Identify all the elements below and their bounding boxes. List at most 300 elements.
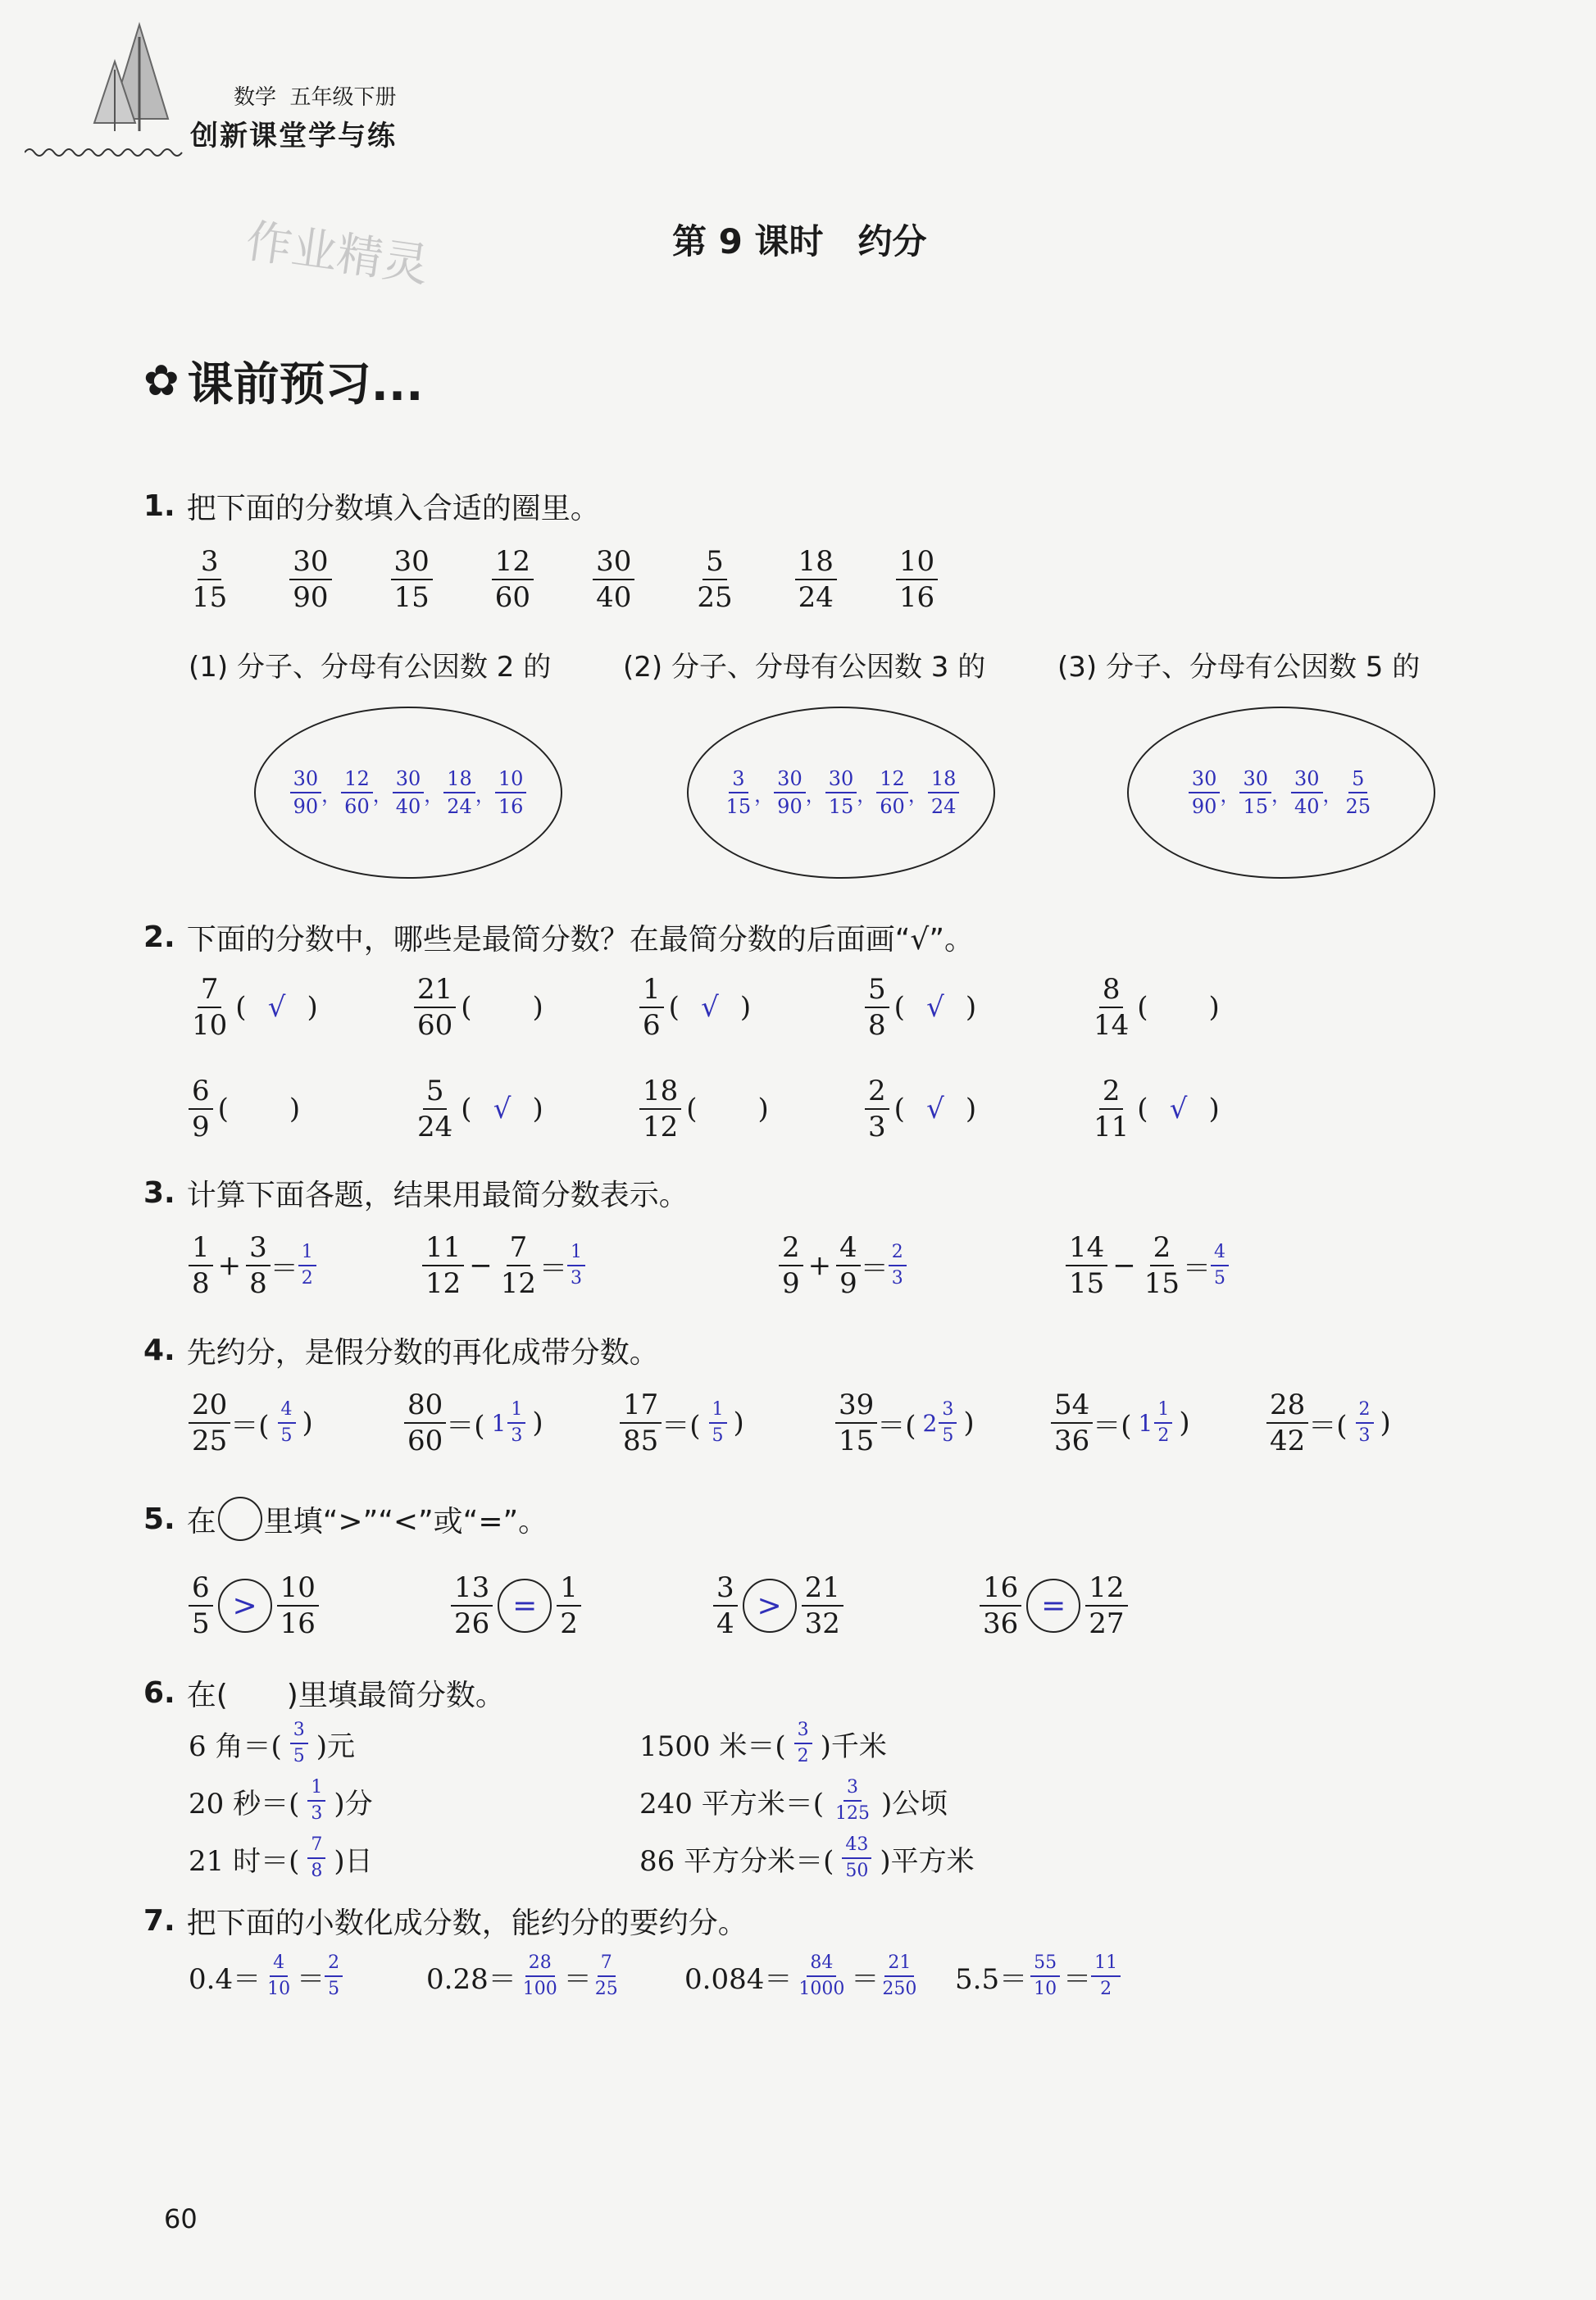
equals-sign: ＝: [297, 1962, 325, 1996]
fraction: [289, 545, 331, 614]
numerator: 2: [865, 1077, 889, 1110]
q2-item: [414, 1077, 543, 1141]
numerator: 28: [525, 1954, 555, 1977]
numerator: 12: [492, 548, 534, 580]
q2-item: [639, 973, 752, 1042]
denominator: 10: [192, 1009, 228, 1042]
answer-paren: [894, 1093, 977, 1125]
numerator: 2: [1150, 1234, 1175, 1266]
section-banner: [143, 348, 423, 414]
numerator: 7: [598, 1954, 616, 1977]
denominator: 9: [839, 1267, 857, 1300]
q5-heading: [143, 1497, 548, 1541]
section-banner-label: 课前预习...: [187, 358, 424, 411]
q6-unit-conversions: [189, 1721, 1336, 1902]
comma: ，: [321, 783, 342, 807]
right-paren: ): [1179, 1407, 1190, 1439]
fraction: [865, 1077, 889, 1141]
denominator: 60: [407, 1425, 443, 1457]
denominator: 15: [1069, 1267, 1105, 1300]
q3-equation: [422, 1231, 585, 1300]
denominator: 3: [868, 1111, 886, 1143]
q1-text: 把下面的分数填入合适的圈里。: [186, 492, 600, 525]
left-paren: (: [668, 991, 680, 1024]
q4-text: 先约分，是假分数的再化成带分数。: [186, 1336, 659, 1370]
numerator: 21: [414, 975, 456, 1008]
q5-number: 5.: [143, 1502, 175, 1536]
denominator: 125: [834, 1803, 870, 1824]
comma: ，: [1322, 783, 1343, 807]
numerator: 80: [404, 1391, 446, 1424]
numerator: 8: [1099, 975, 1124, 1008]
fraction: [795, 1954, 848, 1998]
right-paren: ): [289, 1093, 301, 1125]
q1-circle-1: [254, 707, 562, 879]
comma: ，: [1220, 783, 1240, 807]
fraction: [1154, 1401, 1172, 1445]
fraction: [865, 973, 889, 1042]
right-paren: ): [1380, 1407, 1391, 1439]
fraction: [794, 1721, 812, 1766]
denominator: 27: [1089, 1607, 1125, 1640]
answer-paren: [1137, 991, 1220, 1024]
operator: +: [217, 1249, 242, 1282]
numerator: 21: [884, 1954, 914, 1977]
q2-row-1: [189, 975, 1418, 1049]
fraction: [835, 1391, 877, 1455]
denominator: 40: [596, 581, 632, 614]
comma: ，: [424, 783, 444, 807]
left-paren: (: [461, 991, 472, 1024]
fraction: [1141, 1231, 1183, 1300]
fraction: [404, 1391, 446, 1455]
denominator: 2: [797, 1746, 809, 1766]
conversion-prefix: 86 平方分米＝(: [639, 1844, 834, 1878]
operator: −: [1112, 1249, 1136, 1282]
denominator: 5: [280, 1425, 293, 1446]
q5-comparison: [451, 1571, 581, 1640]
fraction: [774, 769, 806, 816]
numerator: 39: [835, 1391, 877, 1424]
check-answer: √: [1169, 1093, 1188, 1125]
right-paren: ): [757, 1093, 769, 1125]
numerator: 4: [270, 1954, 288, 1977]
q2-number: 2.: [143, 920, 175, 954]
denominator: 42: [1270, 1425, 1306, 1457]
q3-equation: [189, 1231, 316, 1300]
check-answer: √: [926, 991, 944, 1024]
q2-item: [865, 1077, 976, 1141]
numerator: 1: [507, 1401, 525, 1424]
reduced-answer: [276, 1401, 296, 1445]
numerator: 1: [557, 1574, 581, 1607]
q4-item: [835, 1391, 975, 1455]
numerator: 5: [703, 548, 727, 580]
numerator: 6: [189, 1077, 213, 1110]
numerator: 16: [980, 1574, 1021, 1607]
fraction: [896, 545, 938, 614]
denominator: 5: [328, 1979, 340, 1999]
q6-item: [189, 1836, 373, 1880]
denominator: 9: [192, 1111, 210, 1143]
comparison-circle: =: [498, 1579, 552, 1633]
fraction: [507, 1401, 525, 1445]
comparison-circle: =: [1026, 1579, 1080, 1633]
conversion-unit: )元: [316, 1730, 355, 1763]
numerator: 12: [876, 769, 908, 793]
numerator: 1: [298, 1243, 316, 1266]
denominator: 5: [192, 1607, 210, 1640]
right-paren: ): [965, 1093, 977, 1125]
right-paren: ): [532, 1407, 543, 1439]
denominator: 32: [804, 1607, 840, 1640]
denominator: 10: [267, 1979, 291, 1999]
denominator: 11: [1094, 1111, 1130, 1143]
denominator: 5: [712, 1425, 724, 1446]
fraction: [795, 545, 837, 614]
denominator: 24: [417, 1111, 453, 1143]
fraction: [278, 1401, 296, 1445]
q3-heading: [143, 1172, 689, 1214]
fraction: [1066, 1231, 1107, 1300]
equals-sign: ＝: [860, 1252, 889, 1285]
answer-paren: [894, 991, 977, 1024]
denominator: 12: [425, 1267, 462, 1300]
denominator: 90: [777, 795, 803, 818]
numerator: 4: [836, 1234, 861, 1266]
answer-paren: [1137, 1093, 1220, 1125]
header-book-title: 创新课堂学与练: [190, 120, 397, 152]
right-paren: ): [532, 1093, 543, 1125]
denominator: 100: [522, 1979, 557, 1999]
fraction: [189, 1077, 213, 1141]
reduced-answer: [1354, 1401, 1374, 1445]
denominator: 9: [782, 1267, 800, 1300]
numerator: 30: [774, 769, 806, 793]
numerator: 1: [1154, 1401, 1172, 1424]
fraction: [939, 1401, 957, 1445]
q6-item: [189, 1721, 355, 1766]
denominator: 25: [594, 1979, 618, 1999]
right-paren: ): [1208, 1093, 1220, 1125]
header-subject: [234, 80, 397, 111]
denominator: 50: [845, 1861, 869, 1881]
denominator: 26: [454, 1607, 490, 1640]
conversion-unit: )平方米: [880, 1844, 975, 1878]
left-paren: (: [1137, 1093, 1148, 1125]
q6-item: [189, 1779, 373, 1823]
q4-item: [1051, 1391, 1190, 1455]
q7-item: [426, 1954, 621, 1998]
fraction: [290, 1721, 308, 1766]
fraction: [391, 545, 433, 614]
numerator: 18: [443, 769, 475, 793]
fraction: [693, 545, 735, 614]
equals-sign: ＝: [1063, 1962, 1092, 1996]
q1-circle-3: [1127, 707, 1435, 879]
numerator: 54: [1051, 1391, 1093, 1424]
numerator: 30: [289, 548, 331, 580]
q4-heading: [143, 1330, 659, 1371]
q1-category-label: (1) 分子、分母有公因数 2 的: [189, 651, 552, 684]
fraction: [1090, 973, 1132, 1042]
q1-fraction-list: [189, 545, 938, 614]
numerator: 7: [507, 1234, 531, 1266]
denominator: 2: [1157, 1425, 1170, 1446]
denominator: 15: [393, 581, 430, 614]
numerator: 3: [290, 1721, 308, 1744]
fraction: [639, 1077, 681, 1141]
right-paren: ): [532, 991, 543, 1024]
numerator: 10: [495, 769, 527, 793]
grade-label: 五年级下册: [289, 85, 397, 110]
check-answer: √: [267, 991, 286, 1024]
fraction: [1266, 1391, 1308, 1455]
q4-item: [620, 1391, 744, 1455]
denominator: 250: [882, 1979, 917, 1999]
numerator: 13: [451, 1574, 493, 1607]
q2-text: 下面的分数中，哪些是最简分数？在最简分数的后面画“√”。: [186, 923, 974, 957]
denominator: 36: [1054, 1425, 1090, 1457]
q4-number: 4.: [143, 1334, 175, 1367]
decimal-value: 0.28＝: [426, 1962, 516, 1996]
q3-equation: [1066, 1231, 1229, 1300]
q2-item: [865, 973, 977, 1042]
denominator: 14: [1094, 1009, 1130, 1042]
numerator: 5: [423, 1077, 448, 1110]
denominator: 2: [301, 1268, 313, 1289]
equals-sign: ＝: [563, 1962, 592, 1996]
denominator: 1000: [798, 1979, 845, 1999]
numerator: 2: [889, 1243, 907, 1266]
decimal-value: 0.084＝: [684, 1962, 793, 1996]
q7-number: 7.: [143, 1904, 175, 1938]
numerator: 4: [1211, 1243, 1229, 1266]
numerator: 11: [1091, 1954, 1121, 1977]
conversion-unit: )分: [334, 1787, 373, 1820]
denominator: 12: [500, 1267, 537, 1300]
right-paren: ): [1208, 991, 1220, 1024]
fraction: [836, 1231, 861, 1300]
fraction: [451, 1571, 493, 1640]
comma: ，: [754, 783, 775, 807]
numerator: 7: [198, 975, 222, 1008]
numerator: 11: [422, 1234, 464, 1266]
q2-item: [1090, 1077, 1220, 1141]
numerator: 18: [928, 769, 960, 793]
numerator: 12: [1085, 1574, 1127, 1607]
denominator: 40: [395, 795, 421, 818]
fraction: [832, 1779, 873, 1823]
numerator: 30: [391, 548, 433, 580]
check-answer: √: [493, 1093, 512, 1125]
fraction: [709, 1401, 727, 1445]
fraction: [414, 1077, 456, 1141]
conversion-unit: )日: [334, 1844, 373, 1878]
decimal-value: 5.5＝: [955, 1962, 1028, 1996]
answer-paren: [669, 991, 752, 1024]
numerator: 3: [794, 1721, 812, 1744]
fraction: [842, 1836, 871, 1880]
whole-number: 2: [922, 1409, 938, 1437]
fraction: [1090, 1077, 1132, 1141]
numerator: 3: [843, 1779, 862, 1802]
fraction: [1085, 1571, 1127, 1640]
q7-item: [684, 1954, 920, 1998]
fraction: [189, 973, 230, 1042]
q7-heading: [143, 1900, 748, 1942]
denominator: 15: [192, 581, 228, 614]
numerator: 21: [802, 1574, 843, 1607]
denominator: 15: [828, 795, 854, 818]
fraction: [620, 1391, 662, 1455]
denominator: 3: [311, 1803, 323, 1824]
q7-item: [189, 1954, 343, 1998]
q7-text: 把下面的小数化成分数，能约分的要约分。: [186, 1907, 748, 1940]
fraction: [443, 769, 475, 816]
q1-category-label: (3) 分子、分母有公因数 5 的: [1057, 651, 1421, 684]
conversion-unit: )公顷: [880, 1787, 948, 1820]
fraction: [825, 769, 857, 816]
fraction: [1030, 1954, 1060, 1998]
fraction: [393, 769, 425, 816]
fraction: [495, 769, 527, 816]
page-number: 60: [164, 2203, 198, 2234]
numerator: 55: [1030, 1954, 1060, 1977]
equals-sign: ＝: [851, 1962, 880, 1996]
q4-items: [189, 1391, 1467, 1465]
q4-item: [189, 1391, 313, 1455]
equals-paren: ＝(: [446, 1409, 485, 1443]
q1-circle-2-answers: [723, 769, 960, 816]
denominator: 5: [942, 1425, 954, 1446]
q7-item: [955, 1954, 1121, 1998]
q6-number: 6.: [143, 1676, 175, 1710]
fraction: [189, 545, 230, 614]
numerator: 3: [729, 769, 748, 793]
denominator: 24: [447, 795, 472, 818]
header-tree-logo: [90, 20, 189, 135]
reduced-answer: [707, 1401, 727, 1445]
numerator: 5: [865, 975, 889, 1008]
fraction: [498, 1231, 539, 1300]
left-paren: (: [893, 1093, 905, 1125]
fraction: [1291, 769, 1323, 816]
denominator: 2: [560, 1607, 578, 1640]
fraction: [567, 1243, 585, 1288]
numerator: 1: [639, 975, 664, 1008]
denominator: 24: [798, 581, 834, 614]
comma: ，: [907, 783, 928, 807]
equals-paren: ＝(: [662, 1409, 701, 1443]
denominator: 6: [643, 1009, 661, 1042]
conversion-prefix: 20 秒＝(: [189, 1787, 300, 1820]
denominator: 90: [1191, 795, 1217, 818]
denominator: 3: [511, 1425, 523, 1446]
q3-text: 计算下面各题，结果用最简分数表示。: [186, 1179, 689, 1212]
q2-item: [414, 973, 543, 1042]
fraction: [1356, 1401, 1374, 1445]
denominator: 4: [716, 1607, 734, 1640]
q6-item: [639, 1836, 975, 1880]
fraction: [593, 545, 634, 614]
denominator: 8: [311, 1861, 323, 1881]
q5-comparisons: [189, 1571, 1418, 1648]
numerator: 1: [567, 1243, 585, 1266]
conversion-prefix: 240 平方米＝(: [639, 1787, 824, 1820]
conversion-unit: )千米: [820, 1730, 887, 1763]
denominator: 60: [344, 795, 370, 818]
comparison-circle: >: [743, 1579, 797, 1633]
q3-equation: [779, 1231, 907, 1300]
reduced-answer: [1139, 1401, 1173, 1445]
q5-comparison: [189, 1571, 319, 1640]
operator: +: [807, 1249, 832, 1282]
q3-equations: [189, 1231, 1418, 1307]
fraction: [928, 769, 960, 816]
reduced-answer: [492, 1401, 526, 1445]
fraction: [307, 1779, 325, 1823]
numerator: 5: [1348, 769, 1367, 793]
denominator: 16: [498, 795, 524, 818]
denominator: 60: [417, 1009, 453, 1042]
q2-item: [189, 1077, 300, 1141]
fraction: [520, 1954, 561, 1998]
reduced-answer: [923, 1401, 957, 1445]
numerator: 10: [277, 1574, 319, 1607]
q4-item: [404, 1391, 543, 1455]
equals-sign: ＝: [1183, 1252, 1212, 1285]
numerator: 3: [246, 1234, 271, 1266]
conversion-prefix: 1500 米＝(: [639, 1730, 786, 1763]
denominator: 25: [697, 581, 733, 614]
fraction: [802, 1571, 843, 1640]
fraction: [189, 1571, 213, 1640]
equals-paren: ＝(: [1308, 1409, 1348, 1443]
denominator: 3: [891, 1268, 903, 1289]
comma: ，: [857, 783, 877, 807]
numerator: 3: [198, 548, 222, 580]
fraction: [298, 1243, 316, 1288]
numerator: 30: [1239, 769, 1271, 793]
lesson-title: 第 9 课时 约分: [672, 221, 927, 261]
numerator: 2: [779, 1234, 803, 1266]
left-paren: (: [893, 991, 905, 1024]
answer-paren: [461, 991, 543, 1024]
fraction: [277, 1571, 319, 1640]
q6-text: 在( )里填最简分数。: [186, 1679, 505, 1712]
fraction: [980, 1571, 1021, 1640]
answer-paren: [235, 991, 318, 1024]
comma: ，: [475, 783, 495, 807]
equals-sign: ＝: [270, 1252, 298, 1285]
numerator: 17: [620, 1391, 662, 1424]
q4-item: [1266, 1391, 1391, 1455]
numerator: 3: [713, 1574, 738, 1607]
fraction: [341, 769, 373, 816]
numerator: 1: [307, 1779, 325, 1802]
q5-text-b: 里填“>”“<”或“=”。: [263, 1504, 548, 1539]
fraction: [422, 1231, 464, 1300]
q2-heading: [143, 916, 974, 958]
answer-paren: [686, 1093, 769, 1125]
fraction: [879, 1954, 920, 1998]
fraction: [264, 1954, 293, 1998]
right-paren: ): [307, 991, 318, 1024]
conversion-prefix: 6 角＝(: [189, 1730, 282, 1763]
answer-paren: [218, 1093, 301, 1125]
comma: ，: [1271, 783, 1291, 807]
